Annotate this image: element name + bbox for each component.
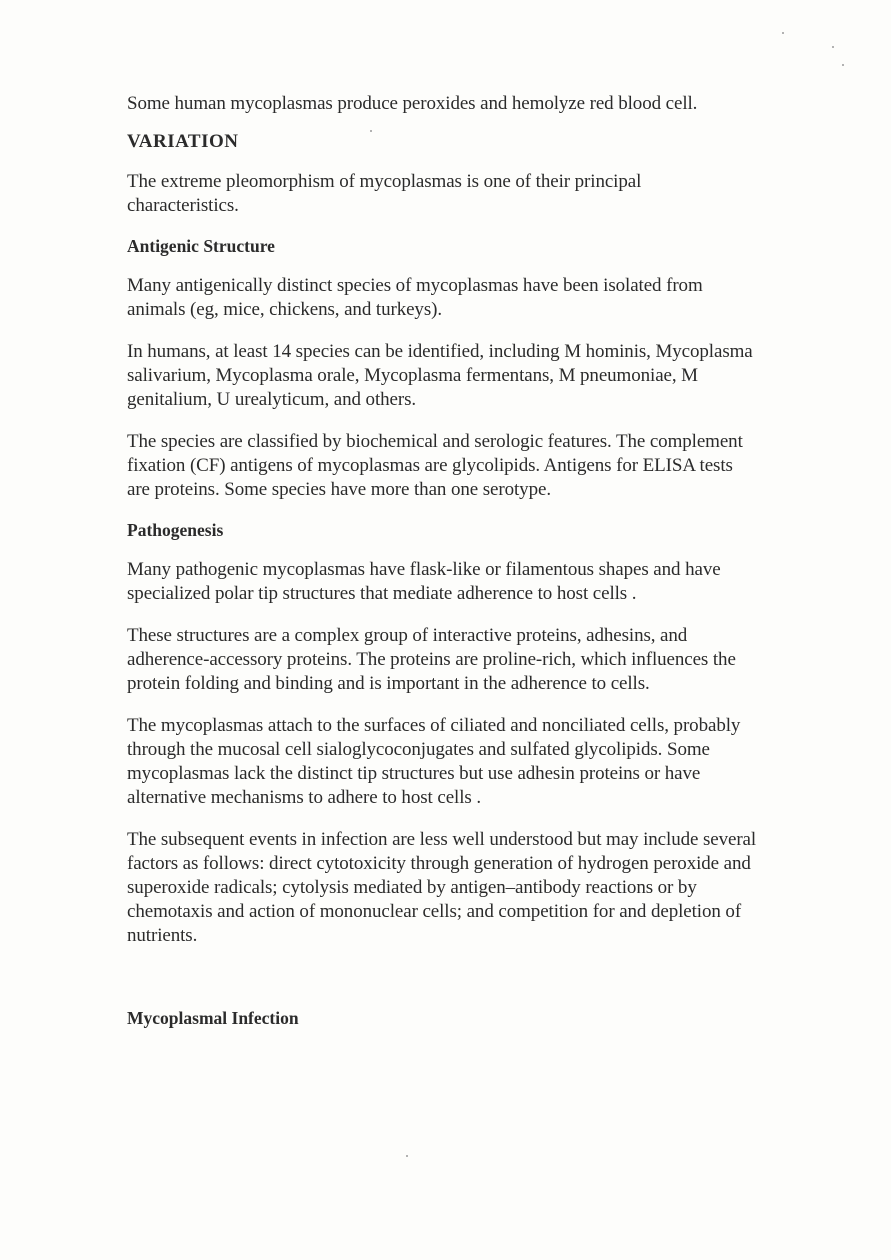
paragraph-peroxides: Some human mycoplasmas produce peroxides and hemolyze red blood cell. <box>127 93 698 114</box>
paragraph-classification: The species are classified by biochemical and serologic features. The complement fixation (CF) antigens of mycoplasmas are glycolipids. Antigens for ELISA tests are proteins. Some species have more than one serotype. <box>127 431 743 500</box>
heading-antigenic-structure: Antigenic Structure <box>127 236 275 256</box>
document-body <box>127 92 757 1030</box>
scan-speck <box>782 32 784 34</box>
scan-speck <box>832 46 834 48</box>
paragraph-animal-species: Many antigenically distinct species of mycoplasmas have been isolated from animals (eg, mice, chickens, and turkeys). <box>127 275 703 320</box>
paragraph-adhesins: These structures are a complex group of interactive proteins, adhesins, and adherence-accessory proteins. The proteins are proline-rich, which influences the protein folding and binding and is important in the adherence to cells. <box>127 625 736 694</box>
paragraph-attachment: The mycoplasmas attach to the surfaces of ciliated and nonciliated cells, probably through the mucosal cell sialoglycoconjugates and sulfated glycolipids. Some mycoplasmas lack the distinct tip structures but use adhesin proteins or have alternative mechanisms to adhere to host cells . <box>127 715 741 808</box>
heading-pathogenesis: Pathogenesis <box>127 520 224 540</box>
paragraph-tip-structures: Many pathogenic mycoplasmas have flask-like or filamentous shapes and have specialized polar tip structures that mediate adherence to host cells . <box>127 559 721 604</box>
scan-speck <box>842 64 844 66</box>
paragraph-human-species: In humans, at least 14 species can be identified, including M hominis, Mycoplasma salivarium, Mycoplasma orale, Mycoplasma fermentans, M pneumoniae, M genitalium, U urealyticum, and others. <box>127 341 753 410</box>
heading-variation: VARIATION <box>127 131 239 152</box>
paragraph-pleomorphism: The extreme pleomorphism of mycoplasmas is one of their principal characteristics. <box>127 171 642 216</box>
paragraph-infection-events: The subsequent events in infection are less well understood but may include several factors as follows: direct cytotoxicity through generation of hydrogen peroxide and superoxide radicals; cytolysis mediated by antigen–antibody reactions or by chemotaxis and action of mononuclear cells; and competition for and depletion of nutrients. <box>127 829 757 946</box>
heading-mycoplasmal-infection: Mycoplasmal Infection <box>127 1008 299 1028</box>
scan-speck <box>406 1155 408 1157</box>
